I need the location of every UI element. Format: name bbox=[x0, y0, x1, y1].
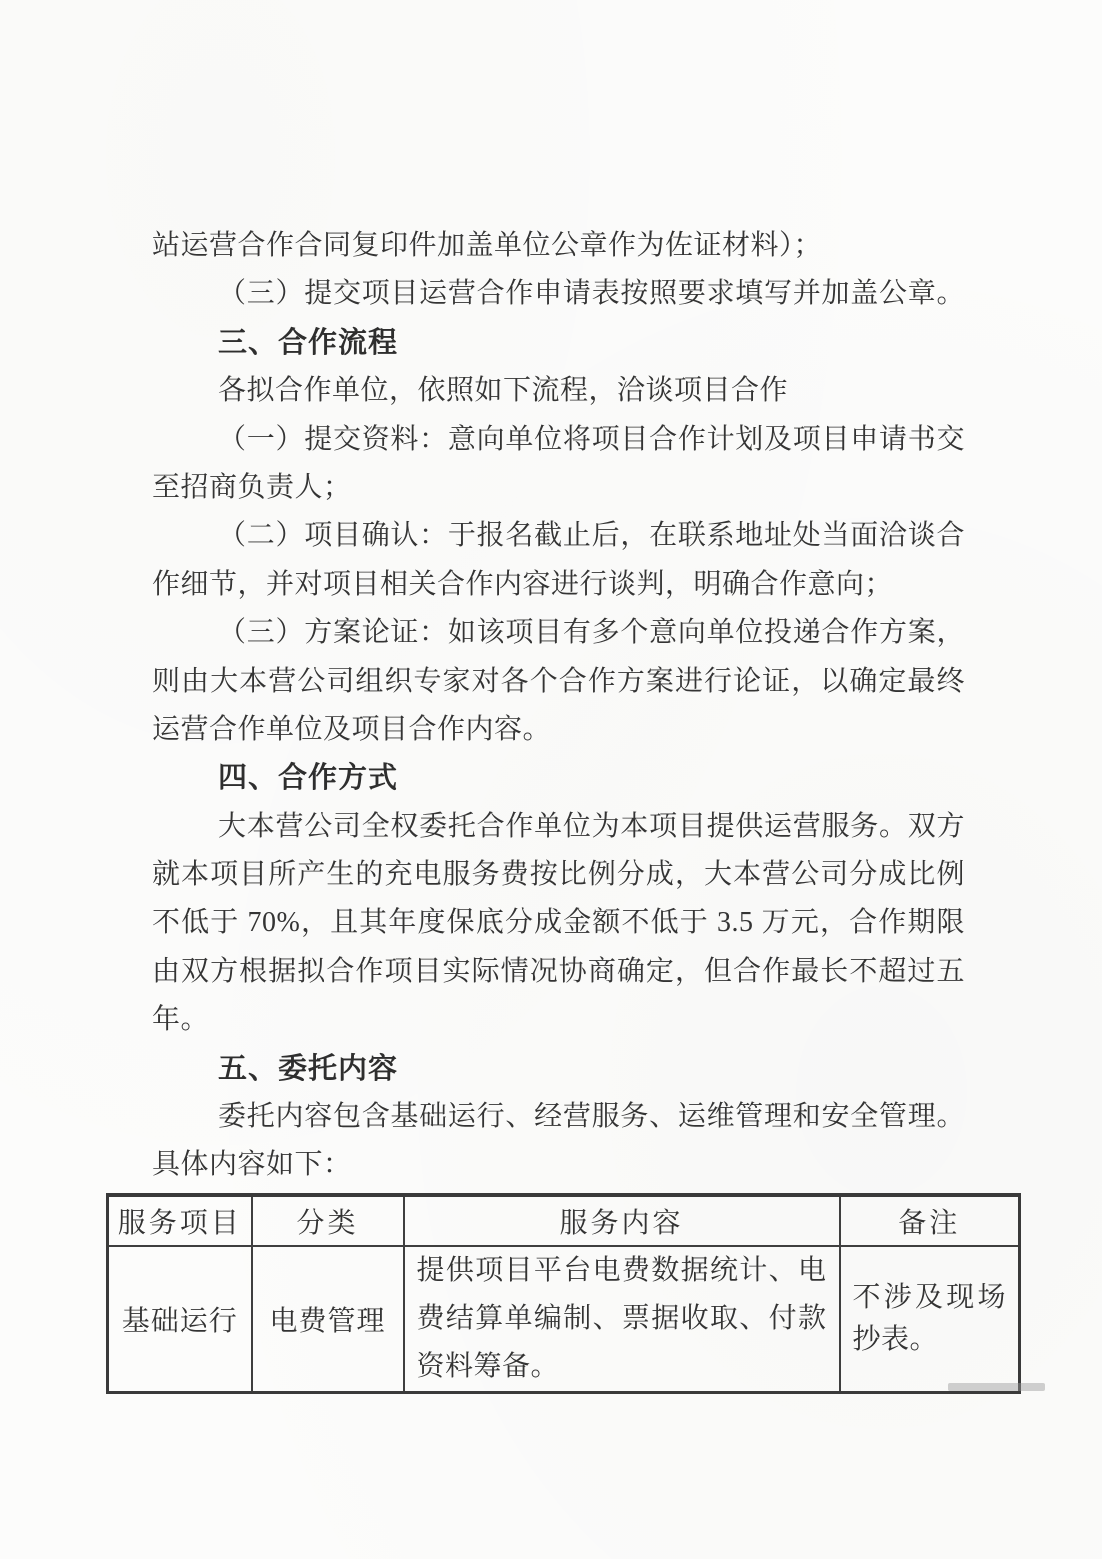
text-line: 则由大本营公司组织专家对各个合作方案进行论证，以确定最终 bbox=[152, 665, 965, 697]
text-line: 具体内容如下： bbox=[152, 1149, 352, 1181]
remark-line: 抄表。 bbox=[852, 1324, 939, 1355]
text-line: 委托内容包含基础运行、经营服务、运维管理和安全管理。 bbox=[218, 1101, 965, 1133]
service-content-table bbox=[106, 1193, 1021, 1394]
cell-category: 电费管理 bbox=[252, 1246, 404, 1393]
text-line: 由双方根据拟合作项目实际情况协商确定，但合作最长不超过五 bbox=[152, 955, 965, 987]
section-heading: 三、合作流程 bbox=[218, 326, 399, 359]
cell-service-item: 基础运行 bbox=[108, 1246, 252, 1393]
table-header-row bbox=[108, 1195, 1020, 1246]
cell-remark bbox=[840, 1246, 1020, 1393]
cell-content bbox=[404, 1246, 840, 1393]
section-heading: 五、委托内容 bbox=[218, 1052, 399, 1085]
text-line: （二）项目确认：于报名截止后，在联系地址处当面洽谈合 bbox=[218, 520, 965, 552]
content-line: 提供项目平台电费数据统计、电 bbox=[416, 1255, 827, 1286]
text-line: 站运营合作合同复印件加盖单位公章作为佐证材料）； bbox=[152, 230, 823, 261]
text-line: 运营合作单位及项目合作内容。 bbox=[152, 713, 552, 745]
scan-artifact bbox=[948, 1383, 1045, 1391]
column-header-remark: 备注 bbox=[840, 1195, 1020, 1246]
text-line: 年。 bbox=[152, 1004, 210, 1036]
text-line: 不低于 70%，且其年度保底分成金额不低于 3.5 万元，合作期限 bbox=[152, 907, 965, 939]
text-line: （三）方案论证：如该项目有多个意向单位投递合作方案， bbox=[218, 617, 965, 649]
remark-line: 不涉及现场 bbox=[852, 1282, 1006, 1313]
document-body bbox=[152, 222, 965, 1190]
text-line: 大本营公司全权委托合作单位为本项目提供运营服务。双方 bbox=[218, 810, 965, 842]
text-line: 至招商负责人； bbox=[152, 471, 352, 503]
table-row bbox=[108, 1246, 1020, 1393]
column-header-service-item: 服务项目 bbox=[108, 1195, 252, 1246]
text-line: 就本项目所产生的充电服务费按比例分成，大本营公司分成比例 bbox=[152, 859, 965, 891]
content-line: 资料筹备。 bbox=[416, 1351, 560, 1382]
text-line: 各拟合作单位，依照如下流程，洽谈项目合作 bbox=[218, 375, 789, 407]
column-header-content: 服务内容 bbox=[404, 1195, 840, 1246]
content-line: 费结算单编制、票据收取、付款 bbox=[416, 1303, 827, 1334]
text-line: 作细节，并对项目相关合作内容进行谈判，明确合作意向； bbox=[152, 568, 894, 600]
section-heading: 四、合作方式 bbox=[218, 762, 399, 795]
text-line: （三）提交项目运营合作申请表按照要求填写并加盖公章。 bbox=[218, 278, 965, 310]
text-line: （一）提交资料：意向单位将项目合作计划及项目申请书交 bbox=[218, 423, 965, 455]
column-header-category: 分类 bbox=[252, 1195, 404, 1246]
